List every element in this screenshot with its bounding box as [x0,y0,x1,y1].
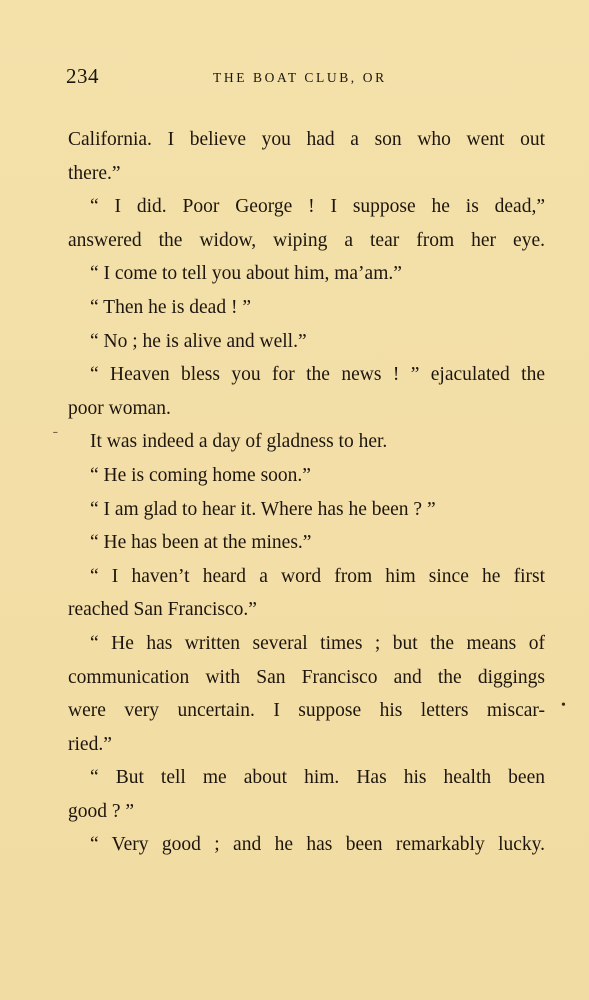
text-line: there.” [68,162,121,184]
page-header [66,64,544,94]
text-line: “ He is coming home soon.” [90,464,311,486]
text-line: “ I did. Poor George ! I suppose he is dead,” [90,196,545,218]
text-line: reached San Francisco.” [68,599,257,621]
text-line: “ I am glad to hear it. Where has he been ? ” [90,498,436,520]
page-number: 234 [66,64,99,88]
text-line: ried.” [68,733,112,755]
text-line: answered the widow, wiping a tear from her eye. [68,229,545,251]
text-line: It was indeed a day of gladness to her. [90,431,388,453]
ink-speck: ˗ [53,424,58,439]
text-line: “ Heaven bless you for the news ! ” ejaculated the [90,364,545,386]
text-line: good ? ” [68,800,135,822]
text-line: “ Very good ; and he has been remarkably lucky. [90,834,545,856]
text-line: “ Then he is dead ! ” [90,296,251,318]
text-line: were very uncertain. I suppose his letters miscar- [68,700,545,722]
text-line: poor woman. [68,397,171,419]
body-text [68,123,545,862]
text-line: “ He has written several times ; but the means of [90,632,545,654]
text-line: “ But tell me about him. Has his health been [90,767,545,789]
text-line: “ I come to tell you about him, ma’am.” [90,263,402,285]
text-line: California. I believe you had a son who went out [68,129,545,150]
text-line: “ No ; he is alive and well.” [90,330,307,352]
ink-speck: • [561,698,566,713]
text-line: “ I haven’t heard a word from him since he first [90,565,545,587]
running-head: THE BOAT CLUB, OR [213,70,387,85]
text-line: communication with San Francisco and the diggings [68,666,545,688]
text-line: “ He has been at the mines.” [90,532,312,554]
